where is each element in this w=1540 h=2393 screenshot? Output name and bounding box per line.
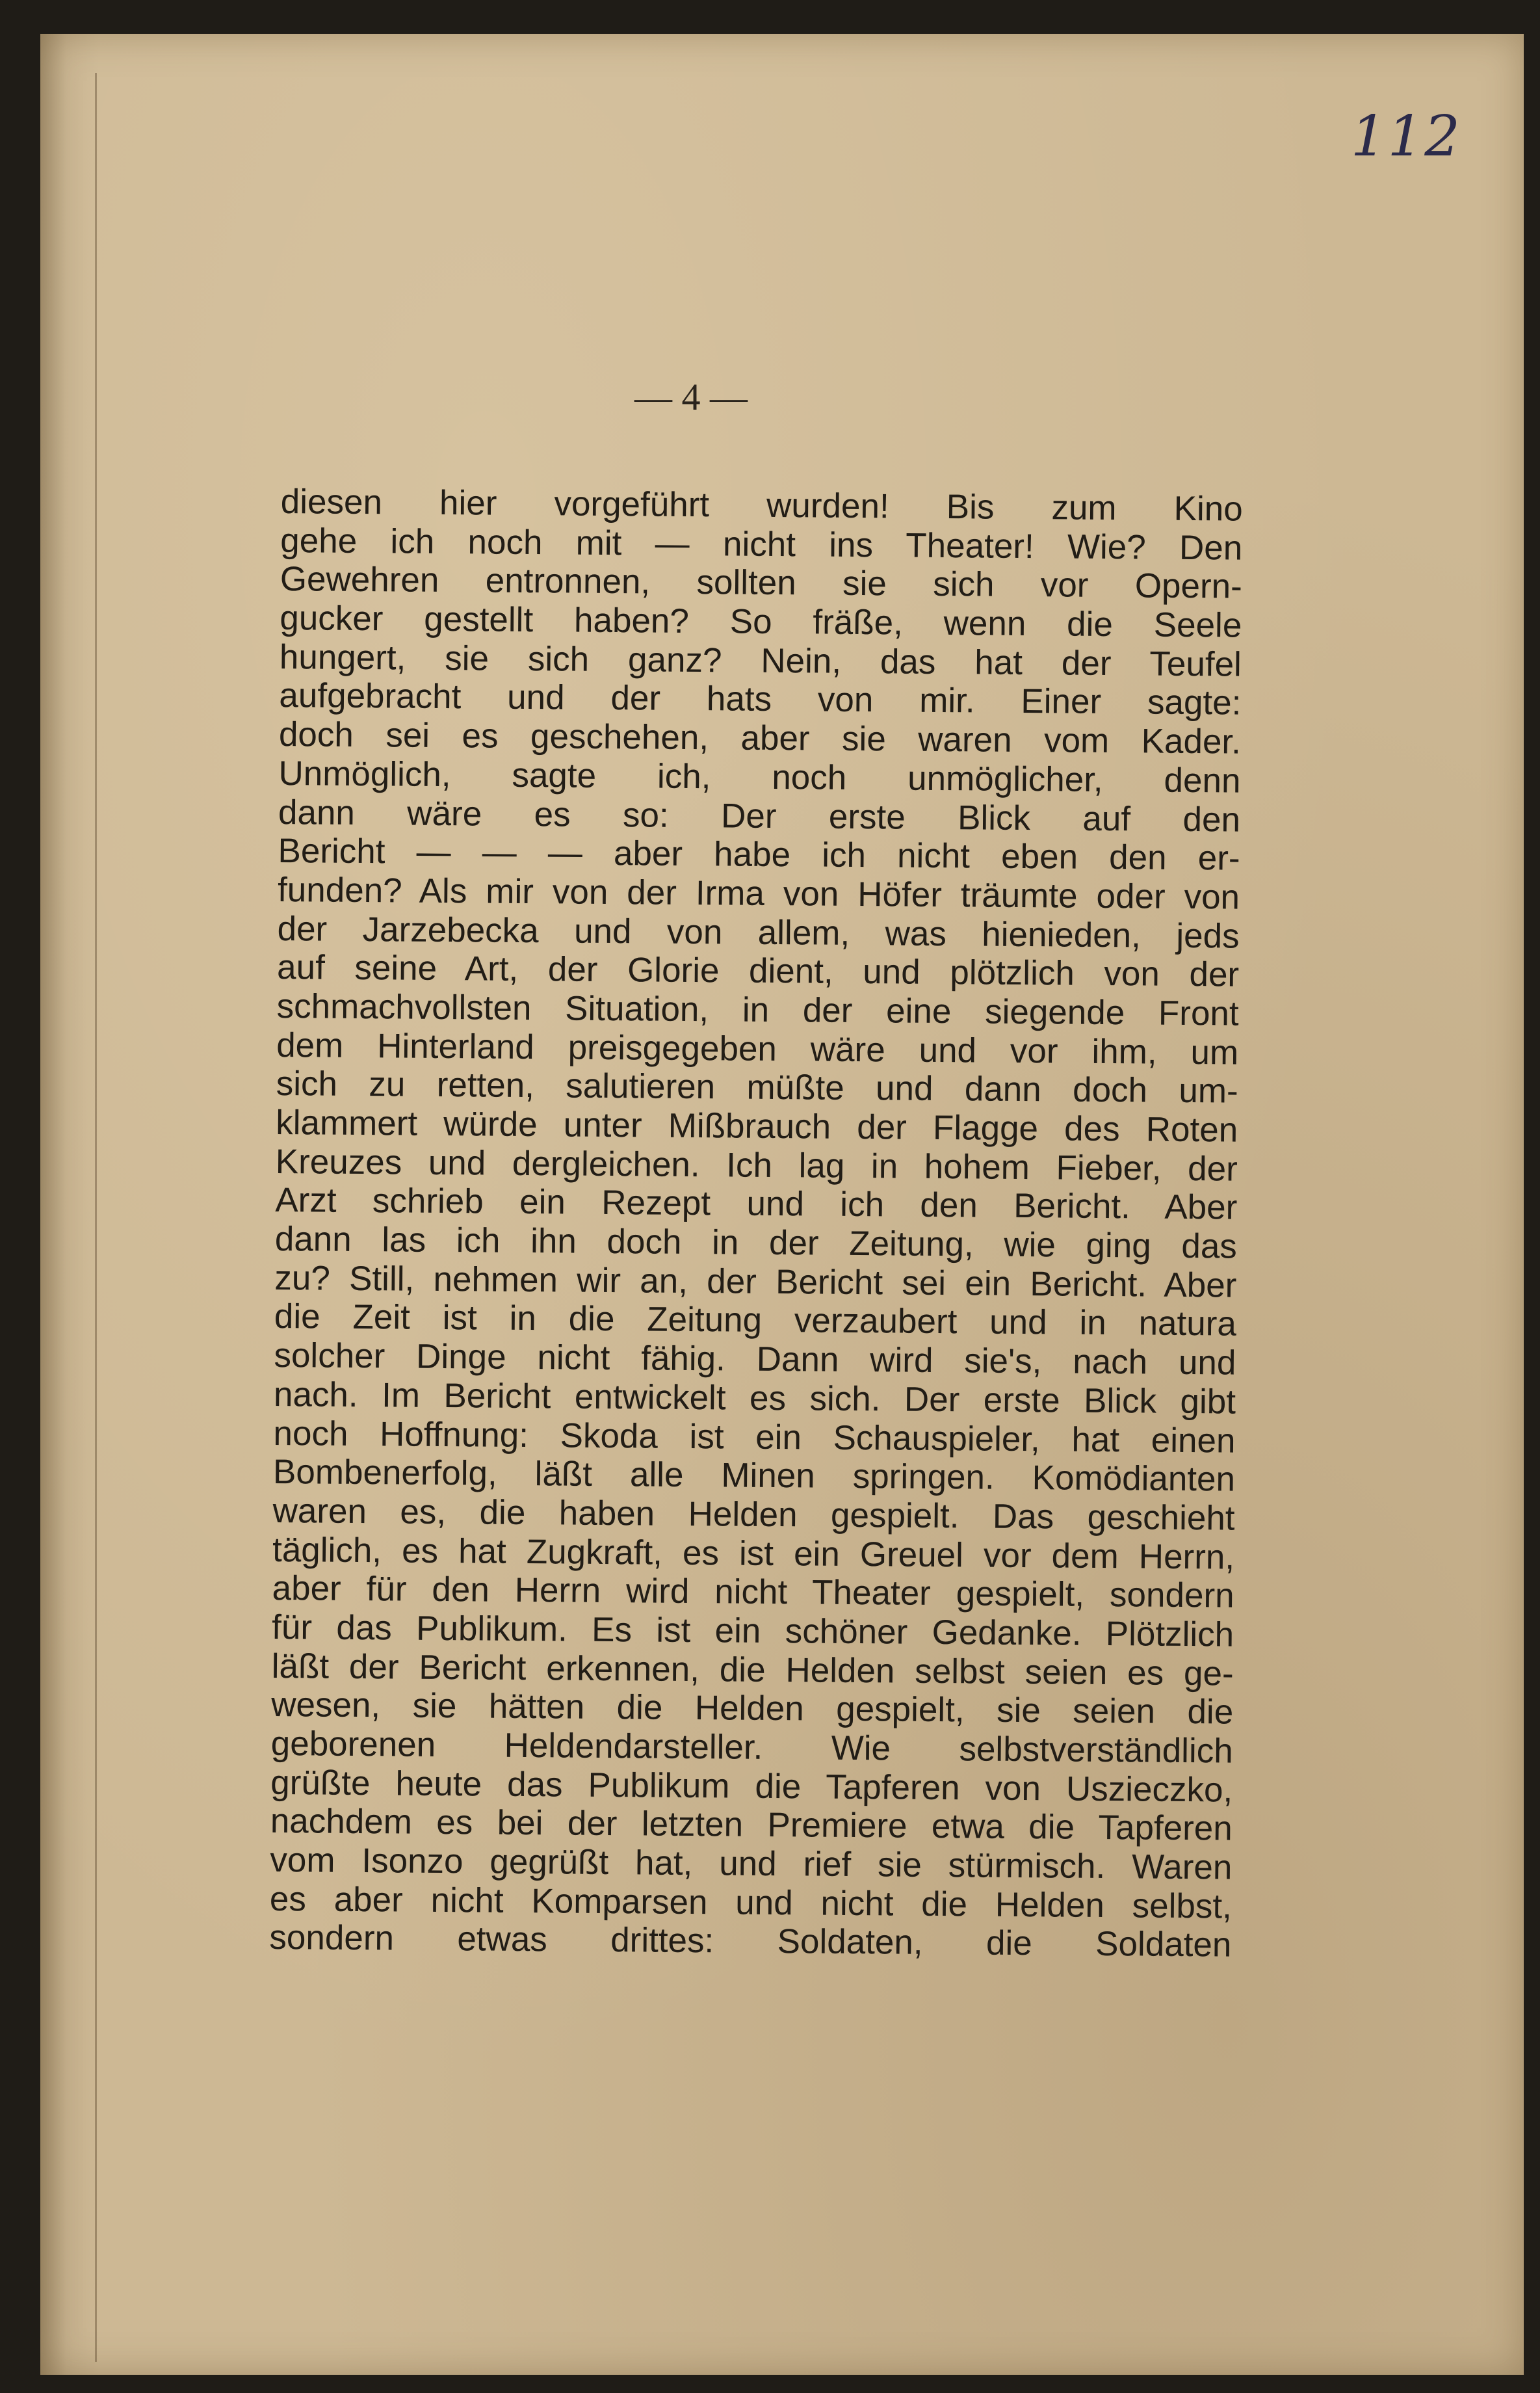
text-line: schmachvollsten Situation, in der eine siegende Front: [276, 986, 1239, 1033]
text-line: zu? Still, nehmen wir an, der Bericht sei ein Bericht. Aber: [274, 1258, 1237, 1305]
text-line: gehe ich noch mit — nicht ins Theater! Wie? Den: [280, 521, 1243, 568]
text-line: wesen, sie hätten die Helden gespielt, sie seien die: [271, 1686, 1234, 1732]
text-line: aber für den Herrn wird nicht Theater gespielt, sondern: [272, 1569, 1234, 1615]
book-page: [40, 34, 1524, 2375]
text-line: solcher Dinge nicht fähig. Dann wird sie's, nach und: [274, 1336, 1236, 1382]
text-line: diesen hier vorgeführt wurden! Bis zum Kino: [280, 483, 1243, 529]
text-line: noch Hoffnung: Skoda ist ein Schauspieler, hat einen: [273, 1414, 1236, 1461]
text-line: der Jarzebecka und von allem, was hienieden, jeds: [277, 909, 1240, 956]
text-line: Bericht — — — aber habe ich nicht eben den er-: [278, 832, 1240, 878]
body-text: [269, 483, 1243, 1965]
text-line: aufgebracht und der hats von mir. Einer sagte:: [279, 676, 1242, 723]
text-line: klammert würde unter Mißbrauch der Flagge des Roten: [276, 1103, 1238, 1150]
text-line: vom Isonzo gegrüßt hat, und rief sie stürmisch. Waren: [270, 1840, 1233, 1887]
folio-number: 112: [1350, 104, 1461, 169]
text-line: nachdem es bei der letzten Premiere etwa die Tapferen: [270, 1802, 1233, 1848]
text-line: täglich, es hat Zugkraft, es ist ein Greuel vor dem Herrn,: [272, 1530, 1235, 1577]
text-line: hungert, sie sich ganz? Nein, das hat der Teufel: [279, 637, 1242, 684]
text-line: die Zeit ist in die Zeitung verzaubert und in natura: [274, 1297, 1237, 1344]
text-line: dem Hinterland preisgegeben wäre und vor ihm, um: [276, 1025, 1239, 1072]
text-line: läßt der Bericht erkennen, die Helden selbst seien es ge-: [271, 1646, 1234, 1693]
text-line: sondern etwas drittes: Soldaten, die Soldaten: [269, 1918, 1232, 1964]
text-line: Unmöglich, sagte ich, noch unmöglicher, denn: [278, 754, 1241, 800]
text-line: Bombenerfolg, läßt alle Minen springen. Komödianten: [272, 1453, 1236, 1499]
text-line: es aber nicht Komparsen und nicht die Helden selbst,: [269, 1879, 1233, 1926]
text-line: gucker gestellt haben? So fräße, wenn die Seele: [280, 599, 1242, 645]
text-line: dann wäre es so: Der erste Blick auf den: [278, 793, 1241, 840]
text-line: doch sei es geschehen, aber sie waren vom Kader.: [278, 715, 1242, 761]
text-line: sich zu retten, salutieren müßte und dann doch um-: [276, 1064, 1238, 1111]
text-line: auf seine Art, der Glorie dient, und plötzlich von der: [276, 948, 1240, 994]
text-line: für das Publikum. Es ist ein schöner Gedanke. Plötzlich: [271, 1607, 1234, 1654]
text-line: funden? Als mir von der Irma von Höfer träumte oder von: [277, 870, 1240, 917]
text-line: geborenen Heldendarsteller. Wie selbstverständlich: [270, 1724, 1233, 1771]
text-line: grüßte heute das Publikum die Tapferen von Uszieczko,: [270, 1763, 1233, 1810]
text-line: Kreuzes und dergleichen. Ich lag in hohem Fieber, der: [275, 1142, 1238, 1189]
text-line: Gewehren entronnen, sollten sie sich vor Opern-: [280, 560, 1243, 606]
text-line: dann las ich ihn doch in der Zeitung, wie ging das: [274, 1220, 1238, 1266]
text-line: waren es, die haben Helden gespielt. Das geschieht: [272, 1491, 1235, 1538]
text-line: nach. Im Bericht entwickelt es sich. Der erste Blick gibt: [273, 1375, 1236, 1421]
text-line: Arzt schrieb ein Rezept und ich den Bericht. Aber: [275, 1181, 1238, 1227]
page-number: — 4 —: [634, 376, 748, 418]
